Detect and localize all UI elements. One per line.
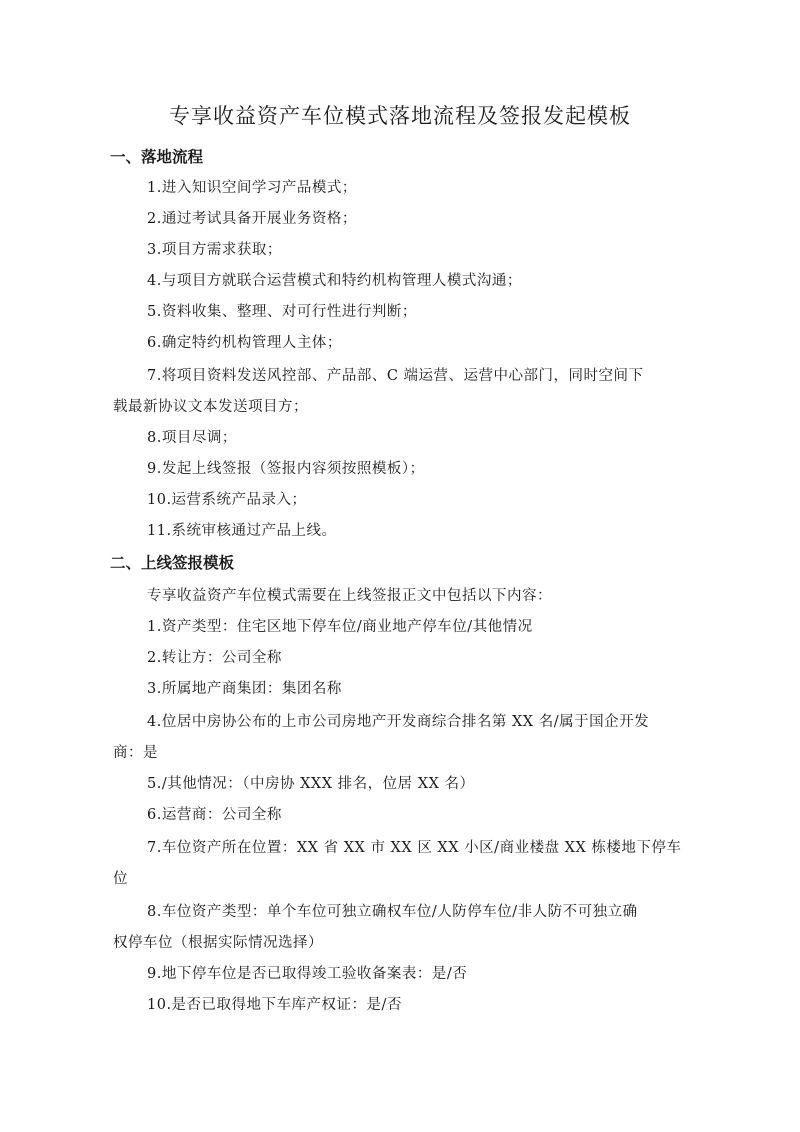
list-item: 5./其他情况：（中房协 XXX 排名，位居 XX 名） <box>147 776 475 792</box>
list-item: 3.项目方需求获取； <box>147 242 282 258</box>
list-item: 11.系统审核通过产品上线。 <box>147 523 337 539</box>
list-item: 7.车位资产所在位置：XX 省 XX 市 XX 区 XX 小区/商业楼盘 XX 栋楼地下停车 <box>147 840 682 856</box>
document-title: 专享收益资产车位模式落地流程及签报发起模板 <box>169 104 631 128</box>
list-item: 3.所属地产商集团：集团名称 <box>147 681 342 697</box>
list-item-continuation: 商：是 <box>113 745 158 761</box>
list-item: 7.将项目资料发送风控部、产品部、C 端运营、运营中心部门，同时空间下 <box>147 368 644 384</box>
list-item: 5.资料收集、整理、对可行性进行判断； <box>147 304 417 320</box>
list-item-continuation: 权停车位（根据实际情况选择） <box>113 935 323 951</box>
list-item: 8.项目尽调； <box>147 430 237 446</box>
list-item: 1.进入知识空间学习产品模式； <box>147 180 357 196</box>
list-item-continuation: 载最新协议文本发送项目方； <box>113 399 308 415</box>
section-heading-signoff-template: 二、上线签报模板 <box>110 553 235 572</box>
list-item: 6.运营商：公司全称 <box>147 807 282 823</box>
section-intro: 专享收益资产车位模式需要在上线签报正文中包括以下内容： <box>147 588 552 604</box>
list-item: 4.位居中房协公布的上市公司房地产开发商综合排名第 XX 名/属于国企开发 <box>147 714 650 730</box>
list-item: 9.地下停车位是否已取得竣工验收备案表：是/否 <box>147 966 468 982</box>
list-item: 4.与项目方就联合运营模式和特约机构管理人模式沟通； <box>147 273 522 289</box>
list-item: 8.车位资产类型：单个车位可独立确权车位/人防停车位/非人防不可独立确 <box>147 904 638 920</box>
list-item: 2.转让方：公司全称 <box>147 650 282 666</box>
list-item: 9.发起上线签报（签报内容须按照模板）； <box>147 461 425 477</box>
list-item: 10.运营系统产品录入； <box>147 492 307 508</box>
section-heading-landing-process: 一、落地流程 <box>110 147 204 166</box>
list-item: 2.通过考试具备开展业务资格； <box>147 211 357 227</box>
list-item: 6.确定特约机构管理人主体； <box>147 335 342 351</box>
list-item: 1.资产类型：住宅区地下停车位/商业地产停车位/其他情况 <box>147 619 533 635</box>
list-item: 10.是否已取得地下车库产权证：是/否 <box>147 997 402 1013</box>
list-item-continuation: 位 <box>113 871 128 887</box>
